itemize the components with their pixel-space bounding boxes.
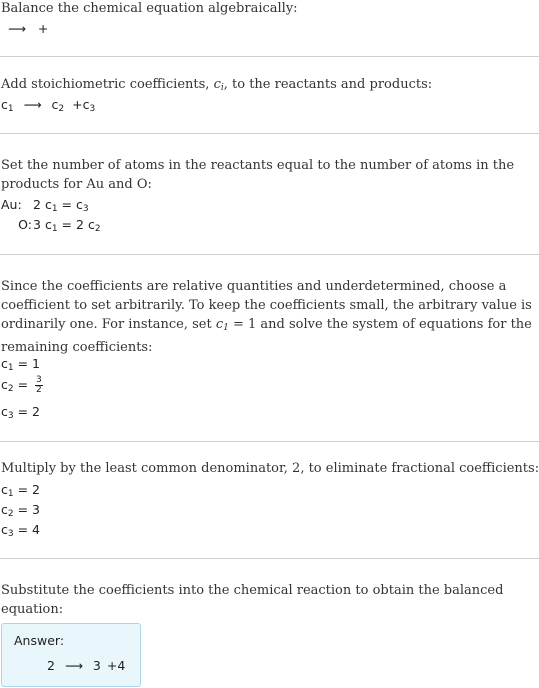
integer-c2: $c_2 = 3$: [1, 502, 40, 519]
step3-text: Since the coefficients are relative quantities and underdetermined, choose a coefficient to set arbitrarily. To keep the coefficients small, the arbitrary value is ordinarily one. For instance, set $c_1 = 1$ and solve the system of equations for the remaining coefficients:: [1, 279, 532, 355]
atom-equation-o: O:3 $c_1 = 2$ $c_2$: [18, 217, 101, 234]
coef-c2: $c_2$: [51, 97, 65, 114]
reaction-arrow: ⟶: [8, 21, 26, 36]
answer-box: [1, 623, 141, 687]
intro-title: Balance the chemical equation algebraically:: [1, 1, 298, 16]
balanced-equation: 2 ⟶ 3 +4: [47, 658, 126, 673]
step4-text: Multiply by the least common denominator, 2, to eliminate fractional coefficients:: [1, 461, 539, 476]
step5-text: Substitute the coefficients into the chemical reaction to obtain the balanced equation:: [1, 583, 504, 617]
answer-label: Answer:: [14, 633, 65, 648]
unbalanced-equation: [8, 19, 48, 38]
integer-c3: $c_3 = 4$: [1, 522, 40, 539]
step1-equation: [1, 95, 95, 119]
solution-c3: $c_3 = 2$: [1, 404, 40, 421]
plus-sign: +: [72, 97, 83, 112]
ci-var: $c_i$: [213, 77, 224, 93]
c1-var: $c_1$: [215, 317, 229, 333]
solution-c1: $c_1 = 1$: [1, 356, 40, 373]
divider: [0, 133, 539, 134]
divider: [0, 558, 539, 559]
divider: [0, 56, 539, 57]
plus-sign: +: [37, 21, 49, 36]
coef-c1: $c_1$: [1, 97, 14, 114]
divider: [0, 254, 539, 255]
divider: [0, 441, 539, 442]
solution-c2: $c_2$ = $\frac{3}{2}$: [1, 375, 42, 395]
coef-c3: $c_3$: [82, 97, 96, 114]
fraction: $\frac{3}{2}$: [36, 375, 42, 395]
reaction-arrow: ⟶: [23, 97, 42, 112]
plus-sign: +: [106, 658, 118, 673]
integer-c1: $c_1 = 2$: [1, 482, 40, 499]
step2-text: Set the number of atoms in the reactants equal to the number of atoms in the products for Au and O:: [1, 158, 515, 192]
step1-text: Add stoichiometric coefficients, $c_i$, to the reactants and products:: [1, 77, 433, 93]
reaction-arrow: ⟶: [64, 658, 83, 673]
atom-equation-au: Au: 2 $c_1 = c_3$: [1, 197, 89, 214]
